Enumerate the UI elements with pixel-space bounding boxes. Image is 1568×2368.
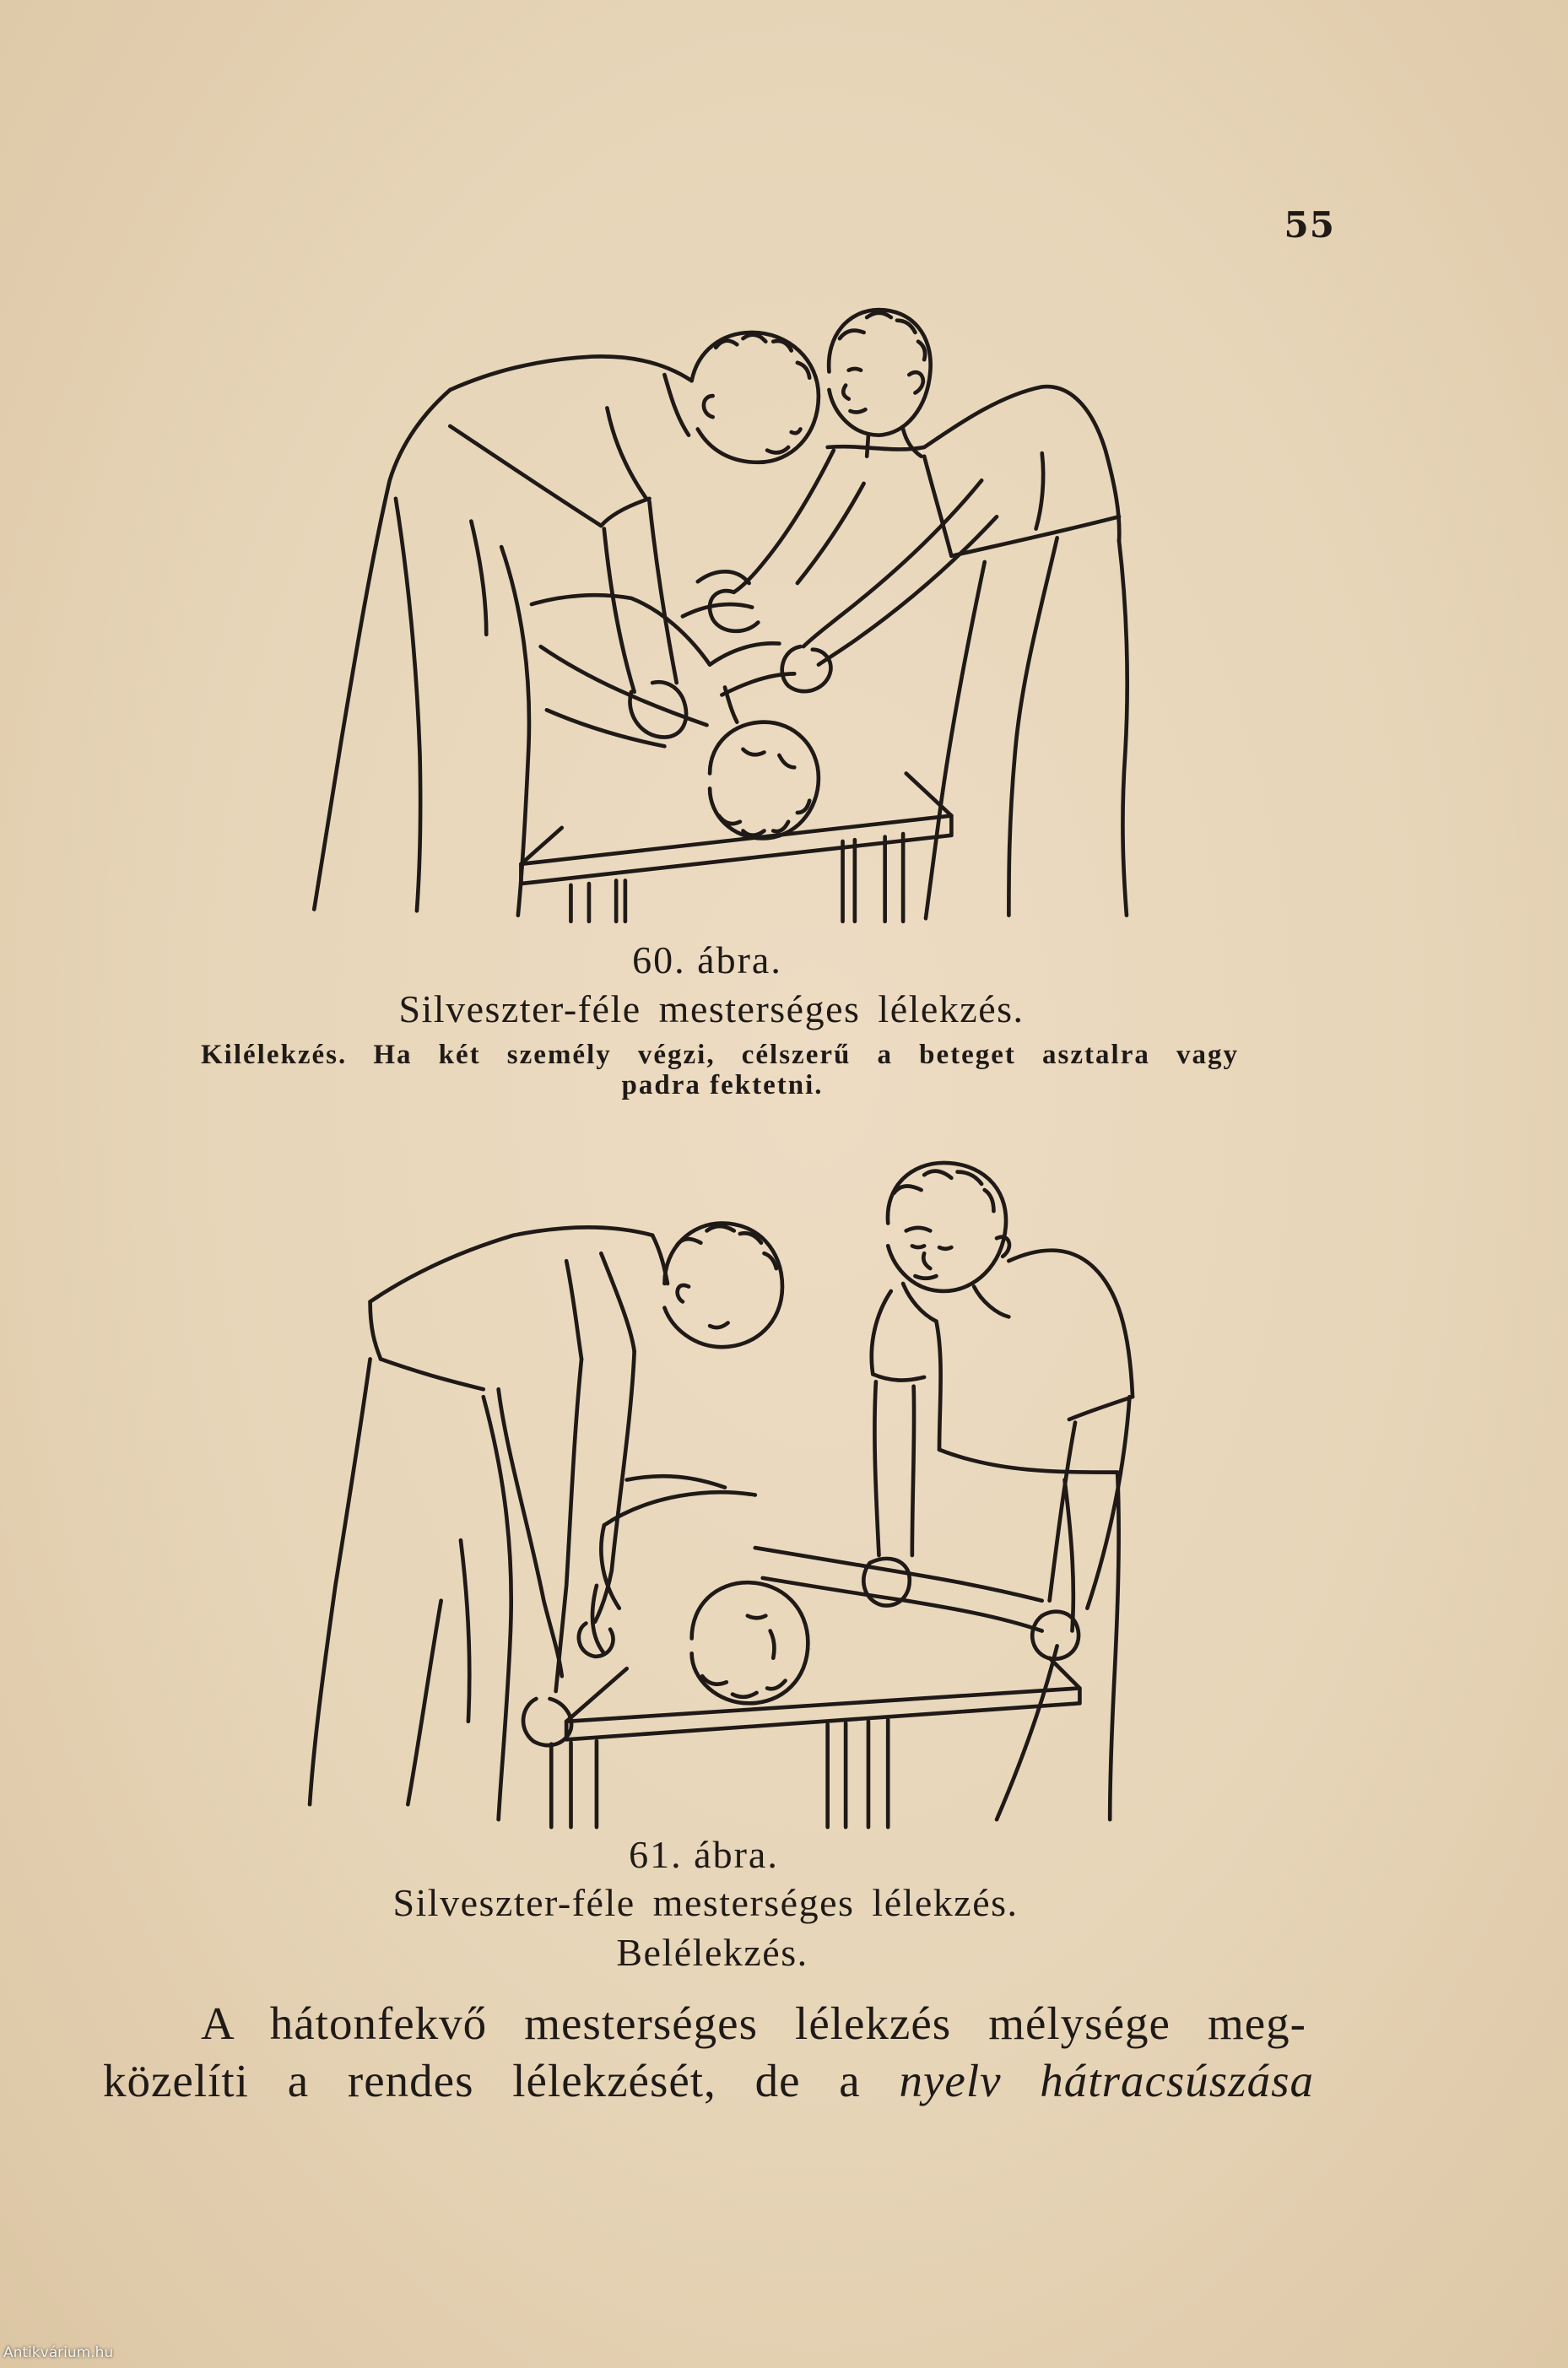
right-rescuer [710,310,1127,918]
watermark: Antikvárium.hu [3,2344,114,2361]
patient [532,571,819,838]
left-rescuer [314,332,819,916]
right-rescuer [863,1163,1133,1819]
figure-60-label: 60. ábra. [632,938,782,981]
page-number: 55 [1284,204,1335,246]
figure-61-caption-line: Belélekzés. [616,1931,808,1974]
figure-60-caption-line: Kilélekzés. Ha két személy végzi, célszerű a beteget asztalra vagy [201,1040,1239,1070]
figure-60-caption-line: padra fektetni. [621,1070,824,1100]
figure-61-title: Silveszter-féle mesterséges lélekzés. [392,1881,1019,1924]
body-text-italic: nyelv hátracsúszása [899,2055,1315,2106]
body-text-plain: közelíti a rendes lélekzését, de a [103,2055,861,2106]
figure-61-label: 61. ábra. [629,1833,779,1876]
body-text-line: A hátonfekvő mesterséges lélekzés mélysége meg- [201,1998,1306,2049]
figure-60-illustration [295,287,1148,937]
table [521,773,951,921]
table [551,1658,1079,1827]
body-text-line [103,2052,1314,2110]
figure-60-title: Silveszter-féle mesterséges lélekzés. [398,987,1025,1030]
patient [592,1476,1042,1703]
figure-61-illustration [302,1148,1148,1835]
